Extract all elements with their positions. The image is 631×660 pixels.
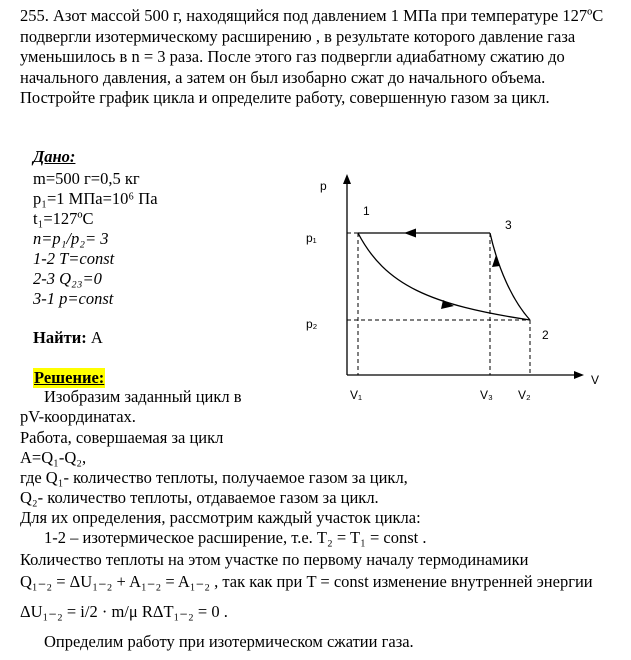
solution-line: Работа, совершаемая за цикл [20, 428, 224, 447]
solution-line: pV-координатах. [20, 407, 136, 426]
solution-line: А=Q₁-Q₂, [20, 448, 87, 467]
find-value: А [90, 328, 103, 347]
problem-statement: 255. Азот массой 500 г, находящийся под давлением 1 МПа при температуре 127ºС подвергли изотермическому расширению , в результате которого давление газа уменьшилось в n = 3 раза. После этого газ подвергли адиабатному сжатию до начального давления, а затем он был изобарно сжат до начального объема. Постройте график цикла и определите работу, совершенную газом за цикл. [20, 6, 604, 107]
point-2-label: 2 [542, 328, 549, 342]
given-process-12: 1-2 T=const [33, 249, 115, 268]
given-process-23: 2-3 Q₂₃=0 [33, 269, 102, 288]
find-section [33, 328, 103, 348]
p1-label: p₁ [306, 231, 317, 245]
solution-formula: ΔU₁₋₂ = i/2 · m/μ RΔT₁₋₂ = 0 . [20, 602, 228, 621]
p-axis-label: p [320, 179, 327, 193]
adiabat-direction-arrow [492, 255, 500, 267]
solution-line: Изобразим заданный цикл в [44, 387, 242, 406]
given-mass: m=500 г=0,5 кг [33, 169, 140, 188]
solution-line: Q₁₋₂ = ΔU₁₋₂ + A₁₋₂ = A₁₋₂ , так как при T = const изменение внутренней энергии [20, 572, 593, 591]
v3-label: V₃ [480, 388, 493, 402]
isotherm-direction-arrow [441, 300, 454, 309]
solution-line: Количество теплоты на этом участке по первому началу термодинамики [20, 550, 529, 569]
solution-line: где Q₁- количество теплоты, получаемое газом за цикл, [20, 468, 408, 487]
given-title: Дано: [33, 147, 76, 166]
point-3-label: 3 [505, 218, 512, 232]
v-axis-arrow [574, 371, 584, 379]
given-process-31: 3-1 p=const [33, 289, 114, 308]
solution-line: Q₂- количество теплоты, отдаваемое газом за цикл. [20, 488, 379, 507]
v2-label: V₂ [518, 388, 531, 402]
p-axis-arrow [343, 174, 351, 184]
solution-line: 1-2 – изотермическое расширение, т.е. T₂ = T₁ = const . [44, 528, 427, 547]
solution-line: Определим работу при изотермическом сжатии газа. [44, 632, 414, 651]
given-temperature: t₁=127ºC [33, 209, 94, 228]
solution-line: Для их определения, рассмотрим каждый участок цикла: [20, 508, 421, 527]
v-axis-label: V [591, 373, 600, 387]
adiabat-2-3 [490, 233, 530, 320]
pv-cycle-diagram [300, 170, 620, 410]
given-pressure: p₁=1 МПа=10⁶ Па [33, 189, 158, 208]
point-1-label: 1 [363, 204, 370, 218]
solution-title: Решение: [34, 368, 105, 387]
v1-label: V₁ [350, 388, 363, 402]
find-label: Найти: [33, 328, 87, 347]
isobar-direction-arrow [404, 229, 416, 238]
given-ratio: n=p₁/p₂= 3 [33, 229, 109, 248]
p2-label: p₂ [306, 317, 318, 331]
